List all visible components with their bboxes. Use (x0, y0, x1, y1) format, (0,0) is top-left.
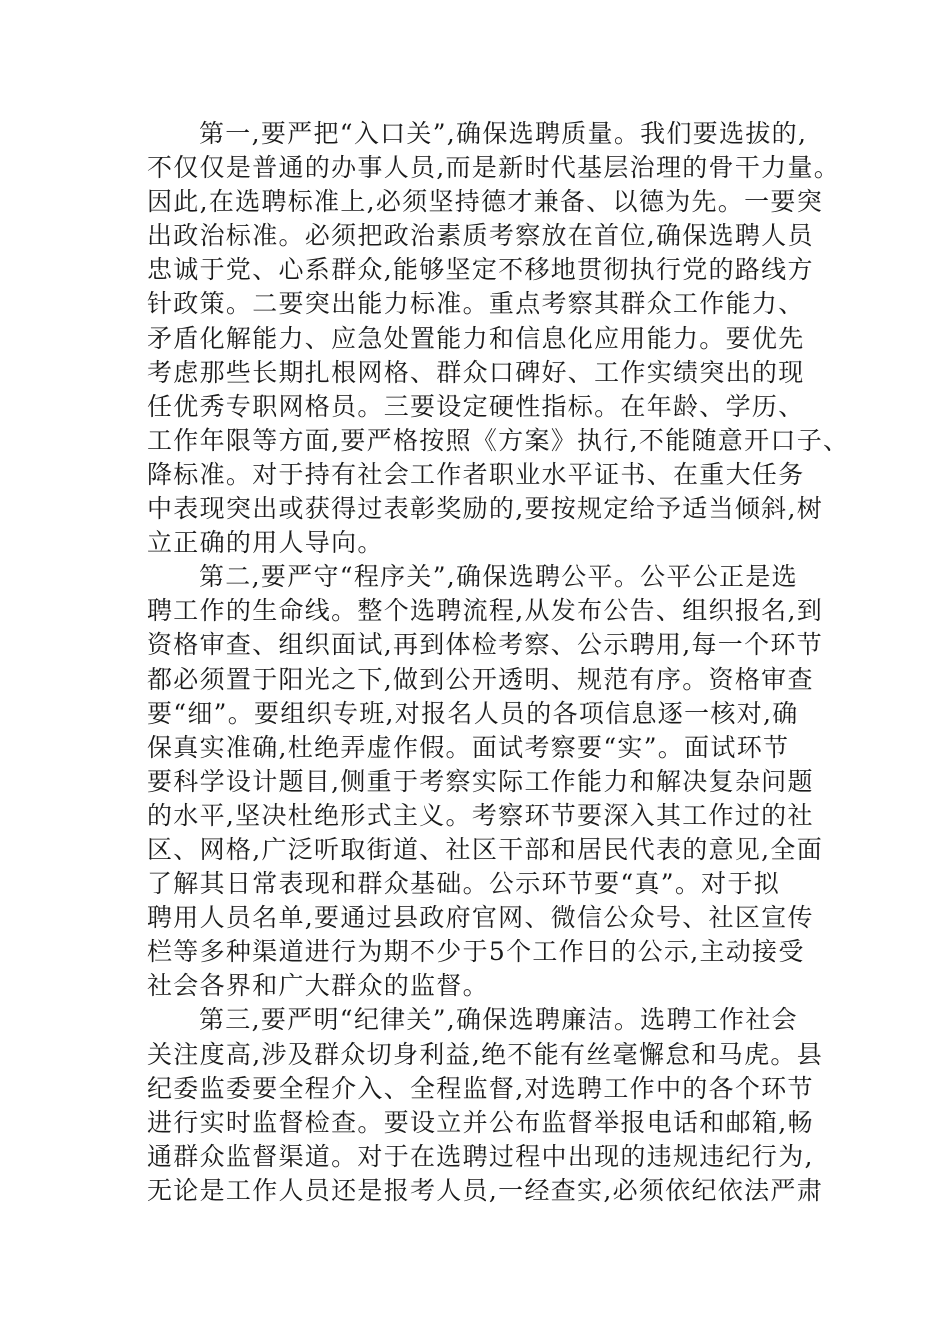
paragraph-2 (147, 560, 827, 1003)
text-line: 都必须置于阳光之下,做到公开透明、规范有序。资格审查 (147, 664, 814, 694)
text-line: 无论是工作人员还是报考人员,一经查实,必须依纪依法严肃 (147, 1175, 823, 1205)
text-line: 考虑那些长期扎根网格、群众口碑好、工作实绩突出的现 (147, 357, 805, 387)
text-line: 任优秀专职网格员。三要设定硬性指标。在年龄、学历、 (147, 391, 805, 421)
paragraph-3 (147, 1003, 827, 1208)
text-line: 立正确的用人导向。 (147, 528, 384, 558)
text-line: 第二,要严守“程序关”,确保选聘公平。公平公正是选 (199, 562, 798, 592)
text-line: 保真实准确,杜绝弄虚作假。面试考察要“实”。面试环节 (147, 732, 790, 762)
text-line: 聘工作的生命线。整个选聘流程,从发布公告、组织报名,到 (147, 596, 823, 626)
text-line: 第一,要严把“入口关”,确保选聘质量。我们要选拔的, (199, 119, 808, 148)
paragraph-1 (147, 117, 850, 560)
text-line: 出政治标准。必须把政治素质考察放在首位,确保选聘人员 (147, 221, 814, 251)
text-line: 纪委监委要全程介入、全程监督,对选聘工作中的各个环节 (147, 1073, 814, 1103)
text-line: 通群众监督渠道。对于在选聘过程中出现的违规违纪行为, (147, 1141, 814, 1171)
document-body (147, 117, 850, 1208)
text-line: 针政策。二要突出能力标准。重点考察其群众工作能力、 (147, 289, 805, 319)
text-line: 聘用人员名单,要通过县政府官网、微信公众号、社区宣传 (147, 903, 814, 933)
text-line: 降标准。对于持有社会工作者职业水平证书、在重大任务 (147, 459, 805, 489)
text-line: 的水平,坚决杜绝形式主义。考察环节要深入其工作过的社 (147, 800, 814, 830)
text-line: 栏等多种渠道进行为期不少于5个工作日的公示,主动接受 (147, 937, 805, 967)
text-line: 社会各界和广大群众的监督。 (147, 971, 489, 1001)
text-line: 中表现突出或获得过表彰奖励的,要按规定给予适当倾斜,树 (147, 494, 823, 524)
text-line: 要科学设计题目,侧重于考察实际工作能力和解决复杂问题 (147, 766, 814, 796)
text-line: 矛盾化解能力、应急处置能力和信息化应用能力。要优先 (147, 323, 805, 353)
text-line: 关注度高,涉及群众切身利益,绝不能有丝毫懈怠和马虎。县 (147, 1039, 823, 1069)
text-line: 要“细”。要组织专班,对报名人员的各项信息逐一核对,确 (147, 698, 799, 728)
text-line: 第三,要严明“纪律关”,确保选聘廉洁。选聘工作社会 (199, 1005, 798, 1035)
text-line: 工作年限等方面,要严格按照《方案》执行,不能随意开口子、 (147, 425, 850, 455)
text-line: 因此,在选聘标准上,必须坚持德才兼备、以德为先。一要突 (147, 187, 823, 217)
text-line: 区、网格,广泛听取街道、社区干部和居民代表的意见,全面 (147, 834, 823, 864)
text-line: 资格审查、组织面试,再到体检考察、公示聘用,每一个环节 (147, 630, 823, 660)
text-line: 忠诚于党、心系群众,能够坚定不移地贯彻执行党的路线方 (147, 255, 814, 285)
text-line: 不仅仅是普通的办事人员,而是新时代基层治理的骨干力量。 (147, 153, 841, 183)
text-line: 了解其日常表现和群众基础。公示环节要“真”。对于拟 (147, 869, 781, 899)
text-line: 进行实时监督检查。要设立并公布监督举报电话和邮箱,畅 (147, 1107, 814, 1137)
